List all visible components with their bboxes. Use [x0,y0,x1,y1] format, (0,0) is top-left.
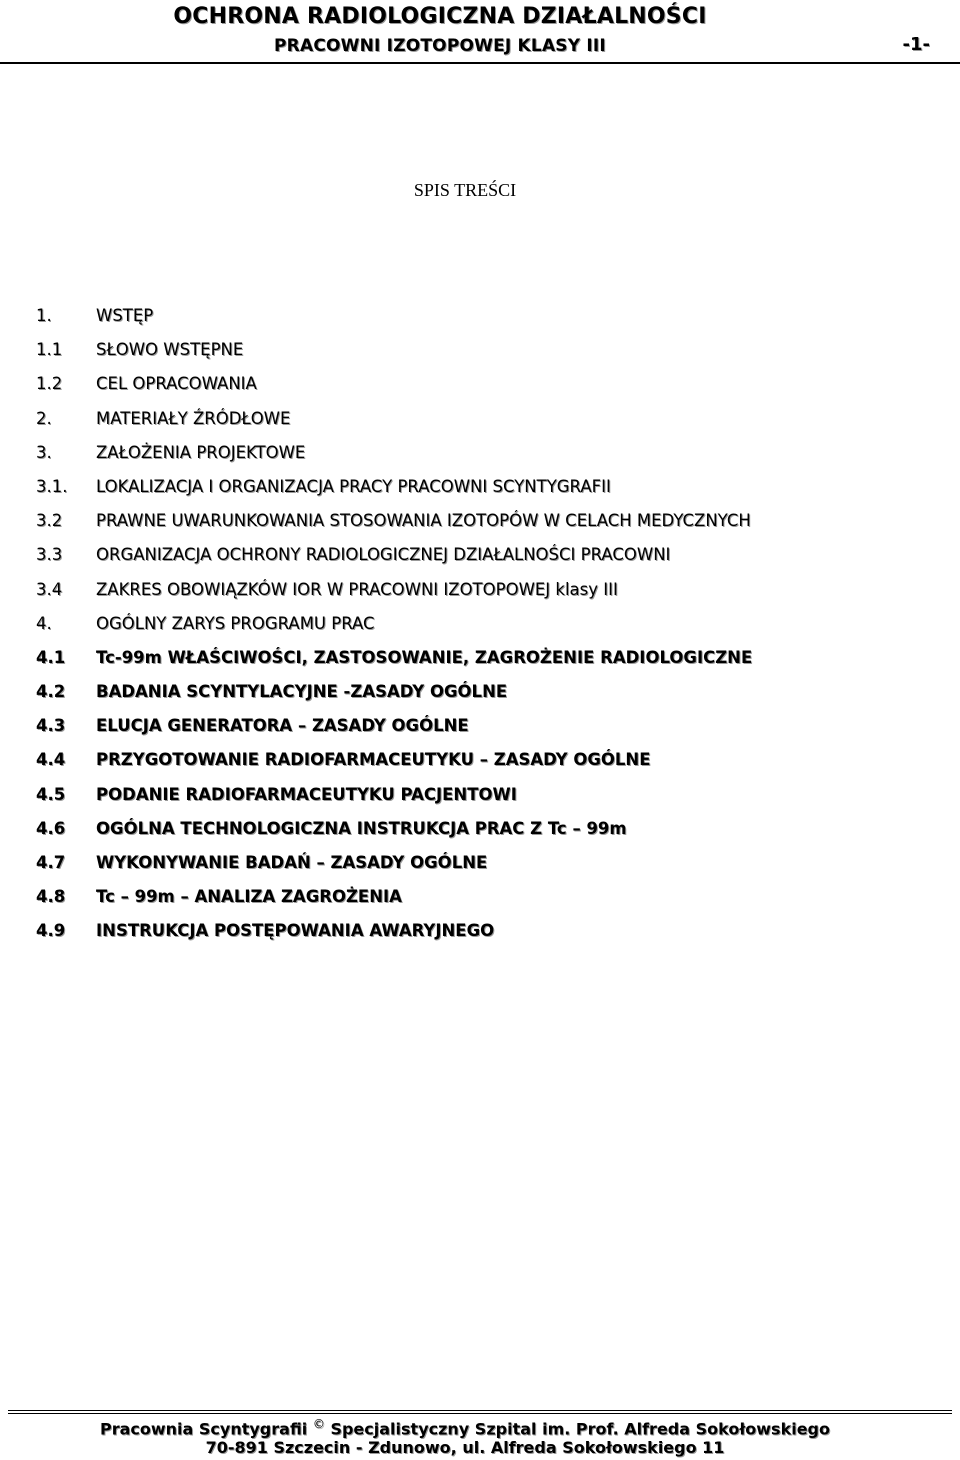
toc-entry-number: 3. [36,442,52,462]
toc-entry-number: 4.2 [36,682,66,702]
toc-entry-title: OGÓLNA TECHNOLOGICZNA INSTRUKCJA PRAC Z Tc – 99m [96,818,627,838]
toc-entry [0,779,930,813]
toc-entry-title: WSTĘP [96,306,154,325]
toc-entry-title: OGÓLNY ZARYS PROGRAMU PRAC [96,613,375,633]
toc-entry-title: ELUCJA GENERATORA – ZASADY OGÓLNE [96,716,469,736]
toc-entry [0,539,930,573]
toc-entry-number: 4.7 [36,853,66,872]
toc-entry [0,881,930,915]
toc-entry-title: SŁOWO WSTĘPNE [96,340,244,360]
toc-entry-number: 3.2 [36,511,63,531]
toc-entry [0,813,930,847]
page-header [0,0,960,66]
toc-entry-number: 3.1. [36,476,68,496]
toc-entry [0,676,930,710]
copyright-symbol: © [312,1417,325,1431]
document-subtitle: PRACOWNI IZOTOPOWEJ KLASY III [274,36,606,56]
toc-entry [0,437,930,471]
footer-department: Pracownia Scyntygrafii [99,1419,308,1439]
toc-entry-title: MATERIAŁY ŹRÓDŁOWE [96,408,291,428]
toc-entry-title: ZAŁOŻENIA PROJEKTOWE [96,442,306,462]
toc-entry-title: LOKALIZACJA I ORGANIZACJA PRACY PRACOWNI SCYNTYGRAFII [96,476,611,496]
toc-entry [0,710,930,744]
toc-entry [0,471,930,505]
toc-entry-title: Tc-99m WŁAŚCIWOŚCI, ZASTOSOWANIE, ZAGROŻENIE RADIOLOGICZNE [96,647,753,667]
toc-entry-number: 4.1 [36,647,66,667]
toc-entry-number: 4.9 [36,921,66,941]
toc-entry-title: ZAKRES OBOWIĄZKÓW IOR W PRACOWNI IZOTOPOWEJ klasy III [96,579,618,599]
footer-hospital: Specjalistyczny Szpital im. Prof. Alfreda Sokołowskiego [330,1419,830,1439]
toc-entry-title: INSTRUKCJA POSTĘPOWANIA AWARYJNEGO [96,921,495,941]
toc-entry-number: 1. [36,306,52,325]
toc-entry-title: PRZYGOTOWANIE RADIOFARMACEUTYKU – ZASADY OGÓLNE [96,750,651,770]
toc-entry [0,847,930,881]
toc-entry [0,403,930,437]
toc-entry-number: 4.8 [36,887,66,907]
toc-entry-number: 4.3 [36,716,66,736]
toc-entry-number: 2. [36,408,52,428]
toc-entry [0,574,930,608]
toc-entry [0,744,930,778]
toc-entry-title: WYKONYWANIE BADAŃ – ZASADY OGÓLNE [96,853,488,872]
toc-entry-title: ORGANIZACJA OCHRONY RADIOLOGICZNEJ DZIAŁALNOŚCI PRACOWNI [96,545,671,565]
table-of-contents [0,300,930,950]
page-number: -1- [902,34,930,55]
toc-entry-number: 4.5 [36,784,66,804]
toc-entry-title: PRAWNE UWARUNKOWANIA STOSOWANIA IZOTOPÓW W CELACH MEDYCZNYCH [96,511,751,531]
toc-entry [0,334,930,368]
toc-entry [0,505,930,539]
footer-address: 70-891 Szczecin - Zdunowo, ul. Alfreda Sokołowskiego 11 [205,1438,725,1457]
toc-entry-title: Tc – 99m – ANALIZA ZAGROŻENIA [96,887,402,907]
footer-divider [8,1410,952,1411]
toc-entry [0,642,930,676]
toc-entry-title: CEL OPRACOWANIA [96,374,257,394]
toc-entry-number: 3.4 [36,579,63,599]
toc-entry-title: PODANIE RADIOFARMACEUTYKU PACJENTOWI [96,784,517,804]
toc-entry-number: 4.6 [36,818,66,838]
toc-entry [0,915,930,949]
toc-entry-title: BADANIA SCYNTYLACYJNE -ZASADY OGÓLNE [96,682,508,702]
toc-entry-number: 4.4 [36,750,66,770]
toc-entry-number: 1.1 [36,340,63,360]
toc-entry [0,608,930,642]
toc-heading: SPIS TREŚCI [413,180,517,200]
toc-entry-number: 3.3 [36,545,63,565]
header-divider [0,62,960,64]
toc-entry-number: 1.2 [36,374,63,394]
document-title: OCHRONA RADIOLOGICZNA DZIAŁALNOŚCI [173,4,707,29]
toc-entry [0,300,930,334]
toc-entry [0,368,930,402]
footer-divider [8,1413,952,1414]
toc-entry-number: 4. [36,613,52,633]
footer-institution [0,1417,930,1438]
